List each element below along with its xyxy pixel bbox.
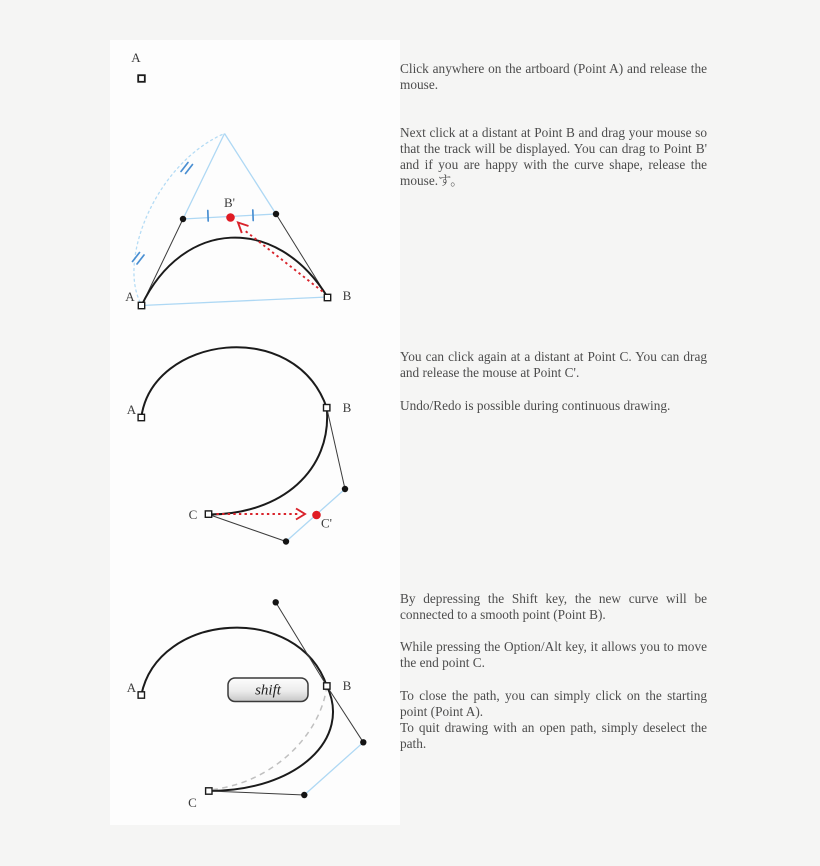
instruction-paragraph: By depressing the Shift key, the new curve will be connected to a smooth point (Point B). xyxy=(400,591,707,622)
pen-tool-diagrams xyxy=(110,40,400,825)
point-c-label: C xyxy=(188,507,198,522)
anchor-point-b xyxy=(324,294,330,300)
step2-diagram xyxy=(125,134,351,309)
point-b-label: B xyxy=(342,678,352,693)
anchor-point-a xyxy=(138,414,144,420)
drag-arrowhead xyxy=(296,509,305,520)
point-b-label: B xyxy=(342,288,352,303)
instruction-paragraph: Click anywhere on the artboard (Point A) and release the mouse. xyxy=(400,61,707,92)
point-a-top-label: A xyxy=(131,50,141,65)
instruction-paragraph: You can click again at a distant at Point C. You can drag and release the mouse at Point C'. xyxy=(400,349,707,380)
point-a-label: A xyxy=(125,289,135,304)
anchor-point-a-top xyxy=(138,75,145,82)
anchor-point-b xyxy=(324,405,330,411)
handle-endpoint-top xyxy=(273,599,279,605)
point-bprime-label: B' xyxy=(223,195,236,210)
equal-length-mark-lower xyxy=(133,253,145,265)
drag-position-bprime xyxy=(226,213,235,222)
equal-length-mark-upper xyxy=(181,163,193,174)
instruction-paragraph: To close the path, you can simply click on the starting point (Point A). xyxy=(400,688,707,719)
step3-diagram xyxy=(127,347,352,544)
anchor-point-c xyxy=(205,511,211,517)
point-a-label: A xyxy=(126,402,137,417)
guide-triangle-left-side xyxy=(183,134,225,220)
baseline-a-b xyxy=(142,297,328,306)
anchor-point-a xyxy=(138,692,144,698)
handle-endpoint-upper xyxy=(342,486,348,492)
curve-a-b xyxy=(141,347,326,417)
handle-b-upper xyxy=(276,602,327,686)
drag-position-cprime xyxy=(312,511,321,520)
instruction-paragraph: While pressing the Option/Alt key, it allows you to move the end point C. xyxy=(400,639,707,670)
handle-endpoint-left xyxy=(180,216,186,222)
step1-diagram xyxy=(131,50,144,82)
handle-endpoint-right xyxy=(273,211,279,217)
handle-endpoint-bottom xyxy=(301,792,307,798)
handle-guide-line xyxy=(304,742,363,795)
point-cprime-label: C' xyxy=(320,515,333,531)
handle-b xyxy=(327,408,345,489)
shift-key-label: shift xyxy=(255,682,281,699)
handle-endpoint-right xyxy=(360,739,366,745)
step4-diagram xyxy=(127,599,367,810)
point-c-label: C xyxy=(188,795,197,810)
anchor-point-c xyxy=(206,788,212,794)
anchor-point-a xyxy=(138,302,144,308)
anchor-point-b xyxy=(324,683,330,689)
curve-b-c xyxy=(209,408,327,515)
instruction-paragraph: To quit drawing with an open path, simply deselect the path. xyxy=(400,720,707,751)
handle-c xyxy=(209,791,304,795)
drag-arrow-b-to-bprime xyxy=(244,230,323,292)
instruction-paragraph: Undo/Redo is possible during continuous drawing. xyxy=(400,398,671,413)
handle-endpoint-lower xyxy=(283,538,289,544)
point-a-label: A xyxy=(126,680,137,695)
shift-key-illustration xyxy=(228,678,308,702)
instruction-paragraph: Next click at a distant at Point B and drag your mouse so that the track will be displayed. You can drag to Point B' and if you are happy with the curve shape, release the mouse.す。 xyxy=(400,125,707,188)
handle-c xyxy=(209,515,286,542)
point-b-label: B xyxy=(342,400,352,415)
